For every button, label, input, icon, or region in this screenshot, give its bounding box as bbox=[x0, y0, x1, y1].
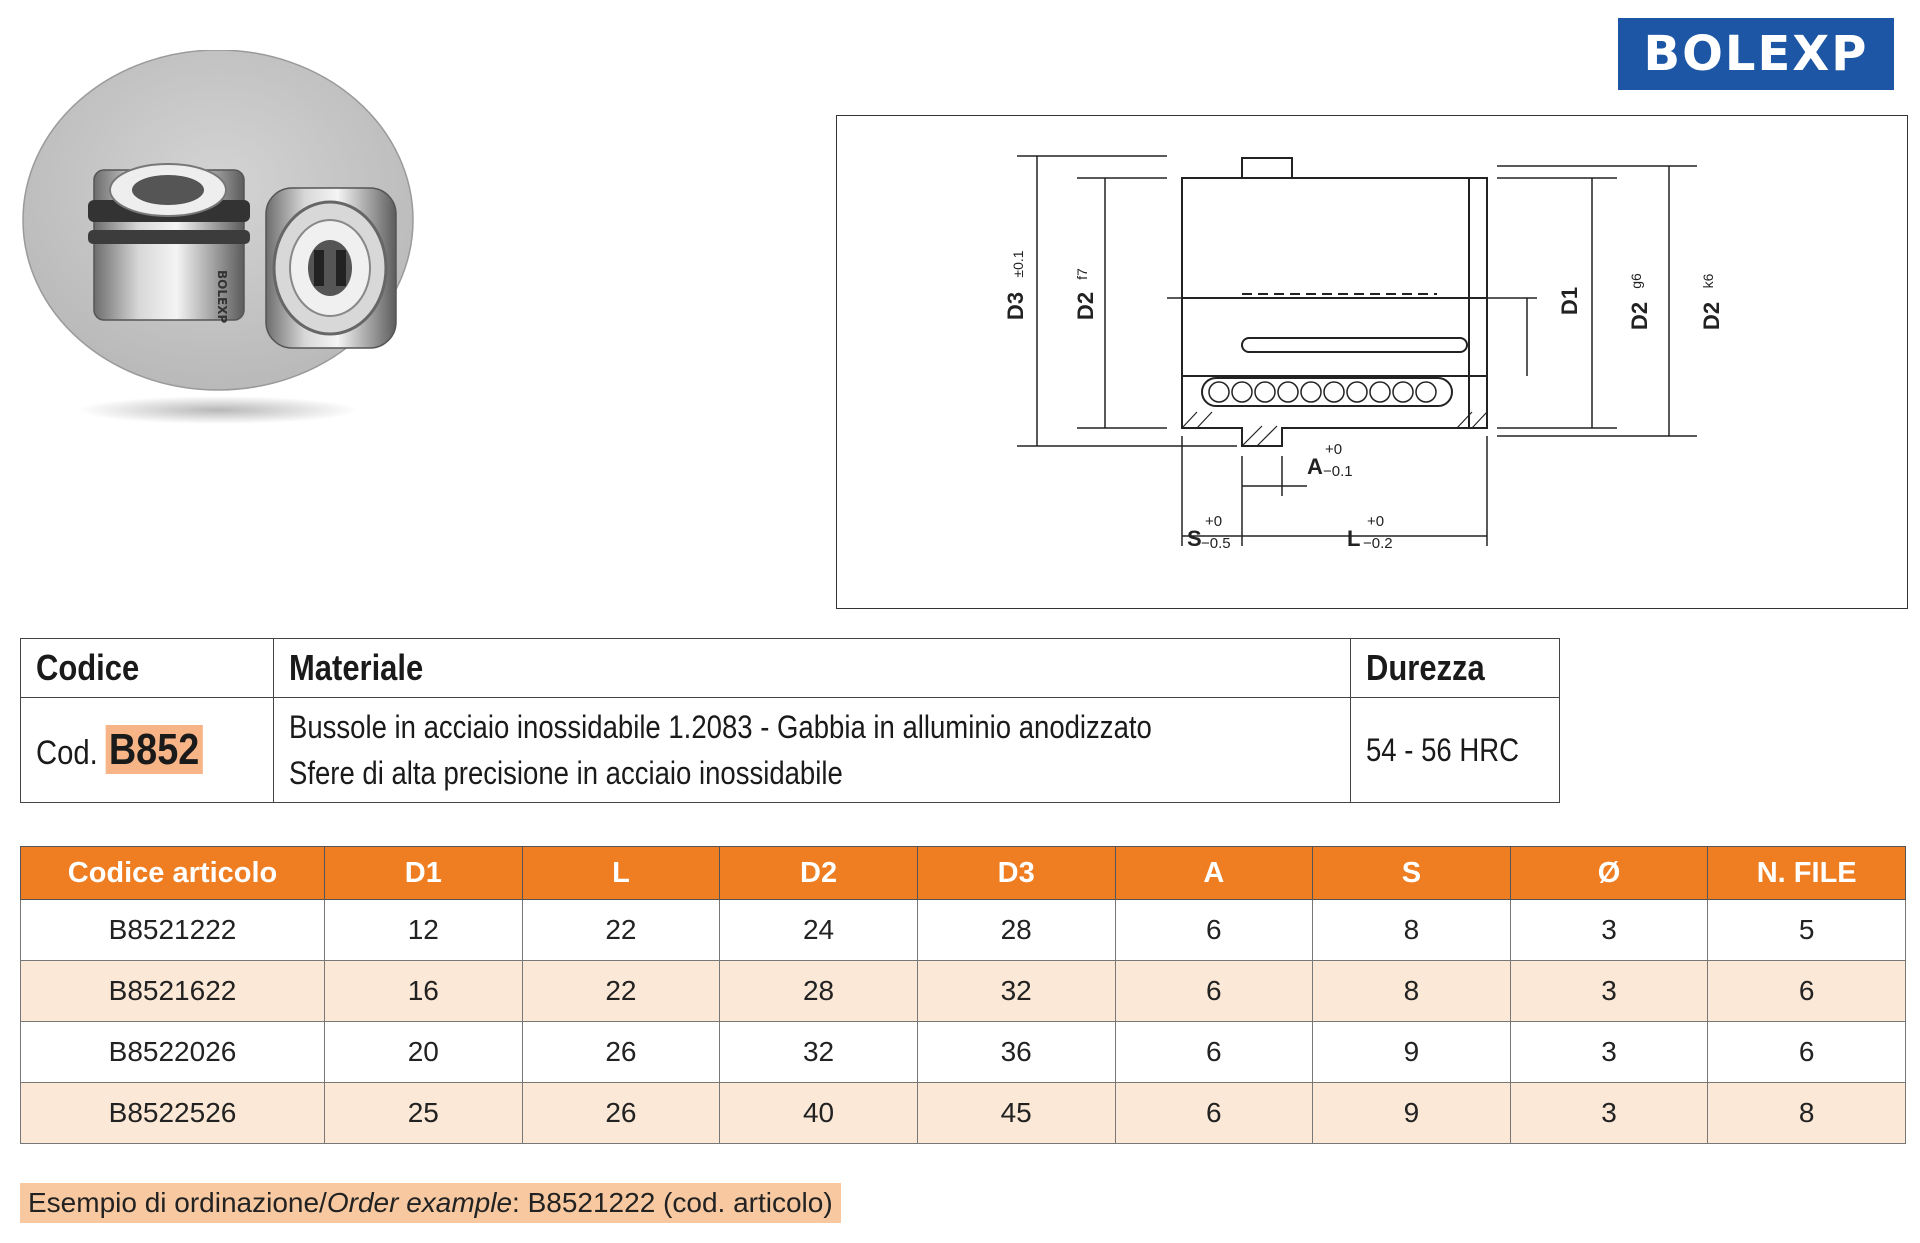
product-photo bbox=[18, 50, 418, 470]
order-example-value: B8521222 (cod. articolo) bbox=[527, 1187, 833, 1218]
table-cell: 22 bbox=[522, 900, 720, 961]
column-header: A bbox=[1115, 847, 1313, 900]
table-cell: 28 bbox=[720, 961, 918, 1022]
table-cell: 9 bbox=[1313, 1083, 1511, 1144]
table-row bbox=[21, 1022, 1906, 1083]
table-cell: 32 bbox=[917, 961, 1115, 1022]
column-header: D2 bbox=[720, 847, 918, 900]
label-s: S bbox=[1187, 526, 1202, 551]
photo-engraving: BOLEXP bbox=[215, 270, 229, 324]
table-cell: 26 bbox=[522, 1083, 720, 1144]
label-d2-k6: D2 bbox=[1699, 301, 1724, 331]
table-cell: 36 bbox=[917, 1022, 1115, 1083]
label-l: L bbox=[1347, 526, 1361, 551]
label-d2-g6: D2 bbox=[1627, 301, 1652, 331]
product-data-table bbox=[20, 846, 1906, 1144]
label-d3: D3 bbox=[1003, 291, 1028, 321]
code-cell bbox=[21, 698, 274, 803]
order-example-en: Order example bbox=[326, 1187, 513, 1218]
label-d2-f7-tol: f7 bbox=[1074, 268, 1090, 280]
column-header: Codice articolo bbox=[21, 847, 325, 900]
table-cell: 45 bbox=[917, 1083, 1115, 1144]
table-cell: 5 bbox=[1708, 900, 1906, 961]
label-a-up: +0 bbox=[1325, 441, 1343, 458]
order-example-it: Esempio di ordinazione/ bbox=[28, 1187, 327, 1218]
table-cell: 28 bbox=[917, 900, 1115, 961]
table-cell: 26 bbox=[522, 1022, 720, 1083]
table-cell: 9 bbox=[1313, 1022, 1511, 1083]
column-header: L bbox=[522, 847, 720, 900]
code-prefix: Cod. bbox=[36, 734, 98, 772]
table-cell: 6 bbox=[1115, 1022, 1313, 1083]
header-material: Materiale bbox=[273, 639, 1350, 698]
table-cell: 20 bbox=[325, 1022, 523, 1083]
table-cell: 6 bbox=[1115, 900, 1313, 961]
drawing-canvas bbox=[837, 116, 1909, 610]
material-line-1: Bussole in acciaio inossidabile 1.2083 - Gabbia in alluminio anodizzato bbox=[288, 709, 1152, 745]
table-cell: B8522526 bbox=[21, 1083, 325, 1144]
material-cell bbox=[273, 698, 1350, 803]
table-cell: 8 bbox=[1313, 961, 1511, 1022]
table-cell: 8 bbox=[1313, 900, 1511, 961]
table-cell: 6 bbox=[1708, 1022, 1906, 1083]
table-cell: 6 bbox=[1115, 1083, 1313, 1144]
column-header: Ø bbox=[1510, 847, 1708, 900]
label-a-low: −0.1 bbox=[1323, 463, 1353, 480]
table-cell: 22 bbox=[522, 961, 720, 1022]
table-row bbox=[21, 900, 1906, 961]
label-l-up: +0 bbox=[1367, 513, 1385, 530]
table-cell: 16 bbox=[325, 961, 523, 1022]
label-d3-tol: ±0.1 bbox=[1010, 250, 1026, 278]
table-cell: 3 bbox=[1510, 961, 1708, 1022]
brand-logo: BOLEXP bbox=[1618, 18, 1894, 90]
product-photo-image bbox=[18, 50, 418, 470]
header-code: Codice bbox=[21, 639, 274, 698]
table-cell: 3 bbox=[1510, 1083, 1708, 1144]
label-d2-g6-tol: g6 bbox=[1628, 273, 1644, 289]
table-cell: 25 bbox=[325, 1083, 523, 1144]
table-cell: 12 bbox=[325, 900, 523, 961]
table-cell: 6 bbox=[1115, 961, 1313, 1022]
header-hardness: Durezza bbox=[1351, 639, 1560, 698]
table-cell: 6 bbox=[1708, 961, 1906, 1022]
column-header: S bbox=[1313, 847, 1511, 900]
table-cell: 3 bbox=[1510, 900, 1708, 961]
table-header-row bbox=[21, 847, 1906, 900]
table-cell: 3 bbox=[1510, 1022, 1708, 1083]
table-cell: 8 bbox=[1708, 1083, 1906, 1144]
label-s-up: +0 bbox=[1205, 513, 1223, 530]
technical-drawing bbox=[836, 115, 1908, 609]
hardness-value: 54 - 56 HRC bbox=[1366, 731, 1520, 768]
label-l-low: −0.2 bbox=[1363, 535, 1393, 552]
table-cell: B8521222 bbox=[21, 900, 325, 961]
label-d2-f7: D2 bbox=[1073, 291, 1098, 321]
table-cell: B8521622 bbox=[21, 961, 325, 1022]
order-example bbox=[20, 1183, 841, 1223]
column-header: D3 bbox=[917, 847, 1115, 900]
material-line-2: Sfere di alta precisione in acciaio inossidabile bbox=[288, 755, 843, 791]
hardness-cell bbox=[1351, 698, 1560, 803]
label-a: A bbox=[1307, 454, 1323, 479]
label-d1: D1 bbox=[1557, 286, 1582, 316]
column-header: D1 bbox=[325, 847, 523, 900]
table-cell: B8522026 bbox=[21, 1022, 325, 1083]
table-cell: 40 bbox=[720, 1083, 918, 1144]
table-cell: 24 bbox=[720, 900, 918, 961]
table-row bbox=[21, 961, 1906, 1022]
label-d2-k6-tol: k6 bbox=[1700, 273, 1716, 289]
column-header: N. FILE bbox=[1708, 847, 1906, 900]
label-s-low: −0.5 bbox=[1201, 535, 1231, 552]
table-cell: 32 bbox=[720, 1022, 918, 1083]
table-row bbox=[21, 1083, 1906, 1144]
material-table bbox=[20, 638, 1560, 803]
code-value: B852 bbox=[105, 725, 202, 774]
order-example-sep: : bbox=[512, 1187, 528, 1218]
